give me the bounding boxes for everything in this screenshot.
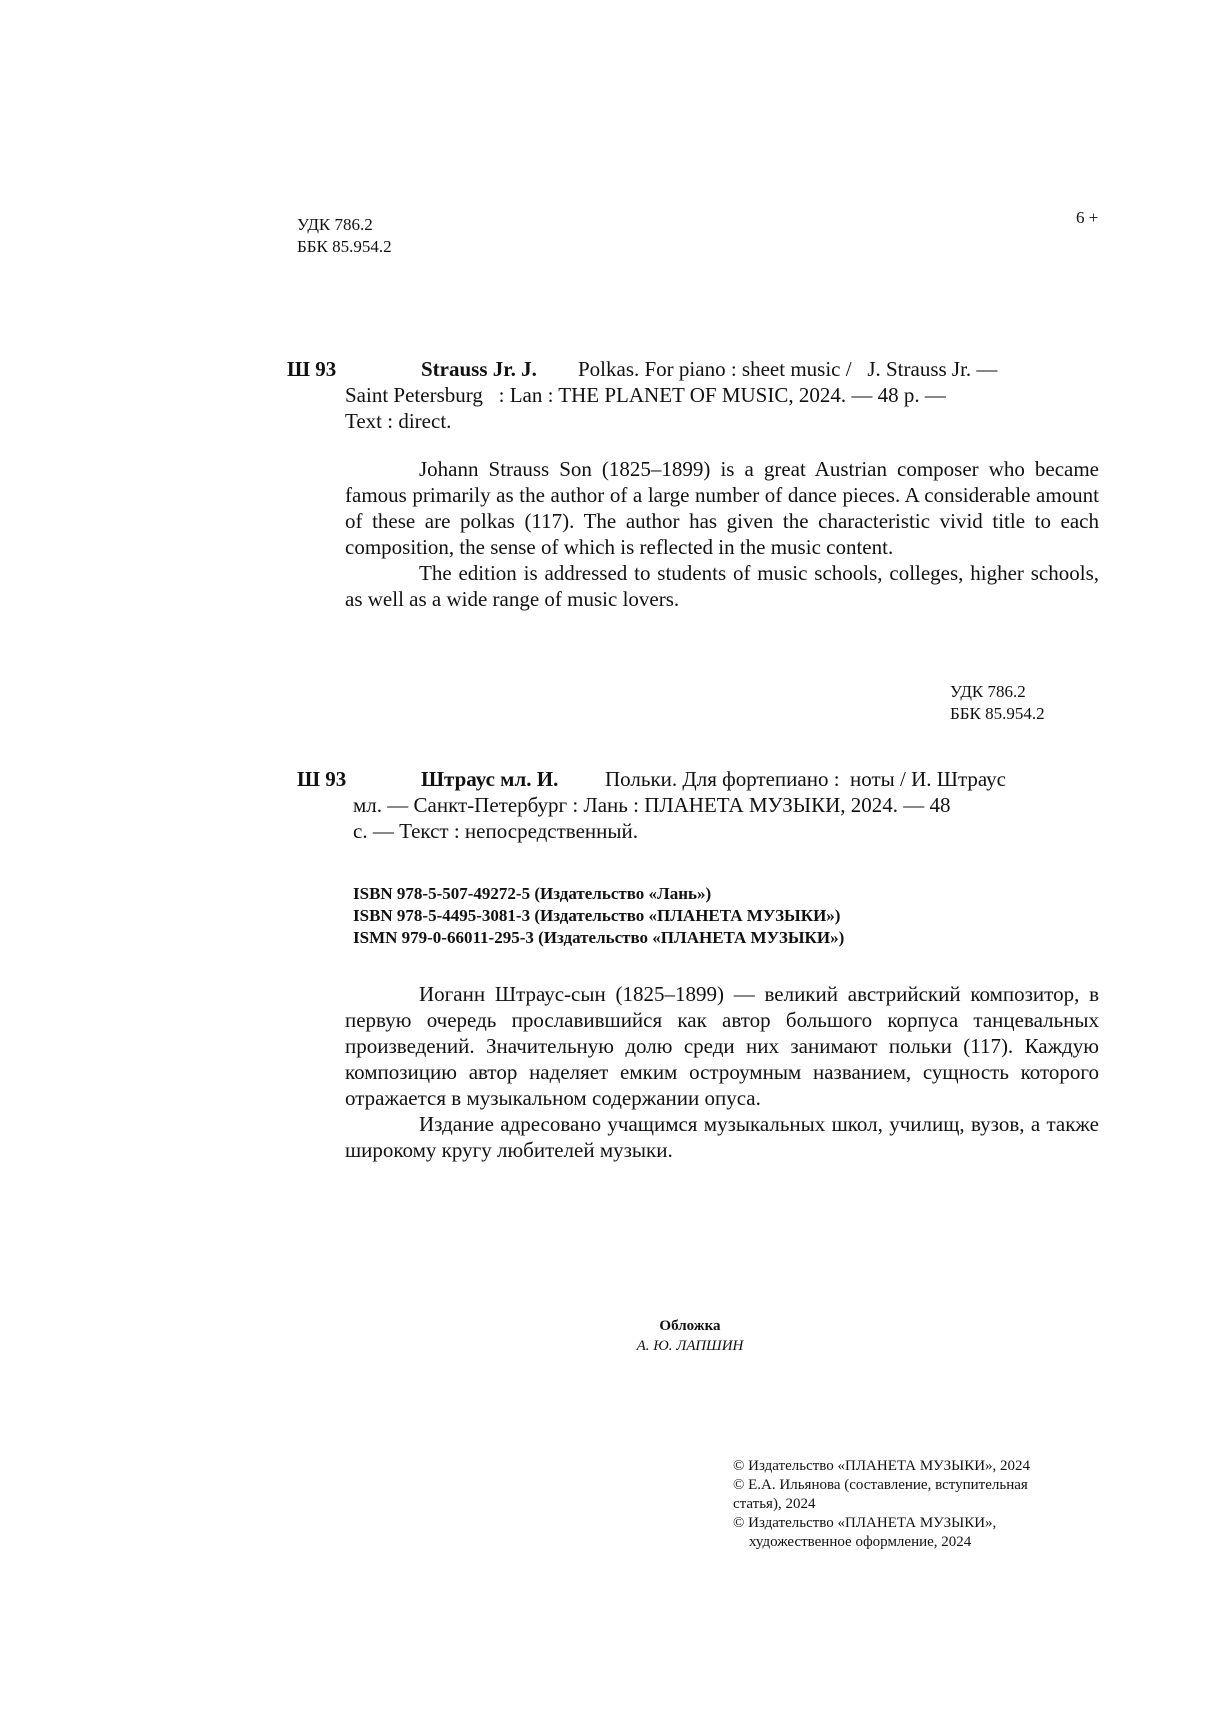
russian-entry-title: Польки. Для фортепиано : ноты / И. Штраус [605,767,1006,791]
english-classification [950,681,1045,725]
russian-entry-line3: с. — Текст : непосредственный. [353,819,638,843]
age-rating: 6 + [1076,208,1099,227]
bbk-code: ББК 85.954.2 [297,237,392,256]
russian-entry-line1 [297,766,1099,792]
cover-artist: А. Ю. ЛАПШИН [636,1338,744,1354]
russian-entry-author: Штраус мл. И. [421,767,559,791]
english-annotation-p2: The edition is addressed to students of music schools, colleges, higher schools, as well as a wide range of music lovers. [345,561,1099,611]
english-entry-author: Strauss Jr. J. [421,357,537,381]
russian-annotation [345,981,1099,1163]
copyright-line3: © Издательство «ПЛАНЕТА МУЗЫКИ», [733,1515,997,1531]
russian-entry-code: Ш 93 [297,767,347,791]
english-annotation [345,456,1115,612]
udk-code: УДК 786.2 [297,215,373,234]
english-entry-title: Polkas. For piano : sheet music / J. Strauss Jr. — [578,357,998,381]
copyright-line4: художественное оформление, 2024 [749,1534,972,1550]
isbn-block [353,883,844,949]
english-entry-line3: Text : direct. [345,409,452,433]
english-entry-code: Ш 93 [287,357,337,381]
copyright-line2: © Е.А. Ильянова (составление, вступительная статья), 2024 [733,1477,1028,1512]
isbn-lan: ISBN 978-5-507-49272-5 (Издательство «Лань») [353,884,712,903]
header-classification [297,214,392,258]
english-entry [287,356,1099,434]
english-bbk: ББК 85.954.2 [950,704,1045,723]
copyright-line1: © Издательство «ПЛАНЕТА МУЗЫКИ», 2024 [733,1458,1031,1474]
english-annotation-p1: Johann Strauss Son (1825–1899) is a great Austrian composer who became famous primarily as the author of a large number of dance pieces. A considerable amount of these are polkas (117). The author has given the characteristic vivid title to each composition, the sense of which is reflected in the music content. [345,457,1115,559]
russian-entry-line2: мл. — Санкт-Петербург : Лань : ПЛАНЕТА МУЗЫКИ, 2024. — 48 [353,793,951,817]
copyright-block [733,1457,1083,1552]
isbn-planeta: ISBN 978-5-4495-3081-3 (Издательство «ПЛАНЕТА МУЗЫКИ») [353,906,841,925]
english-udk: УДК 786.2 [950,682,1026,701]
ismn-planeta: ISMN 979-0-66011-295-3 (Издательство «ПЛАНЕТА МУЗЫКИ») [353,928,845,947]
russian-annotation-p2: Издание адресовано учащимся музыкальных школ, училищ, вузов, а также широкому кругу любителей музыки. [345,1112,1099,1162]
english-entry-line1 [287,356,1099,382]
russian-entry [297,766,1099,844]
cover-credit [560,1316,820,1356]
russian-annotation-p1: Иоганн Штраус-сын (1825–1899) — великий австрийский композитор, в первую очередь прославившийся как автор большого корпуса танцевальных произведений. Значительную долю среди них занимают польки (117). Каждую композицию автор наделяет емким остроумным названием, сущность которого отражается в музыкальном содержании опуса. [345,982,1099,1110]
cover-label: Обложка [659,1318,721,1334]
english-entry-line2: Saint Petersburg : Lan : THE PLANET OF MUSIC, 2024. — 48 p. — [345,383,946,407]
